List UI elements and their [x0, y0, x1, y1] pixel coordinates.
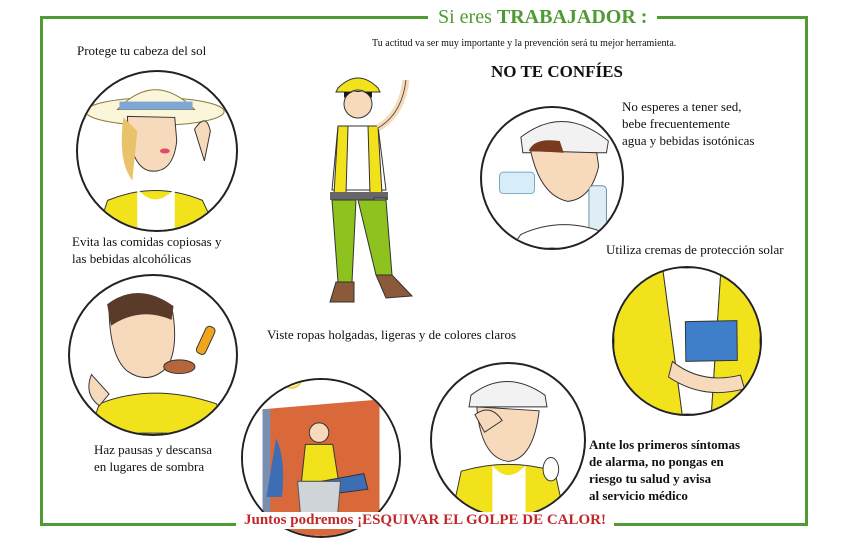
symptoms-illustration	[430, 362, 586, 518]
caption-clothes: Viste ropas holgadas, ligeras y de colores claros	[267, 327, 517, 342]
sunscreen-illustration	[612, 266, 762, 416]
caption-rest: Haz pausas y descansa en lugares de sombra	[94, 442, 213, 474]
subtitle: Tu actitud va ser muy importante y la prevención será tu mejor herramienta.	[372, 38, 677, 49]
caption-symptoms: Ante los primeros síntomas de alarma, no pongas en riesgo tu salud y avisa al servicio médico	[589, 437, 741, 503]
drinking-water-illustration	[480, 106, 624, 250]
poster-footer: Juntos podremos ¡ESQUIVAR EL GOLPE DE CALOR!	[236, 512, 614, 529]
poster-title	[428, 6, 657, 29]
hat-protection-illustration	[76, 70, 238, 232]
title-emphasis: TRABAJADOR :	[496, 6, 648, 28]
worker-figure-illustration	[316, 70, 426, 320]
caption-sun-head: Protege tu cabeza del sol	[77, 43, 207, 58]
caption-meals: Evita las comidas copiosas y las bebidas alcohólicas	[72, 234, 222, 266]
caption-drink: No esperes a tener sed, bebe frecuentemente agua y bebidas isotónicas	[622, 99, 755, 148]
eating-drinking-illustration	[68, 274, 238, 436]
headline: NO TE CONFÍES	[491, 62, 623, 81]
caption-sunscreen: Utiliza cremas de protección solar	[606, 242, 784, 257]
title-prefix: Si eres	[438, 6, 492, 28]
